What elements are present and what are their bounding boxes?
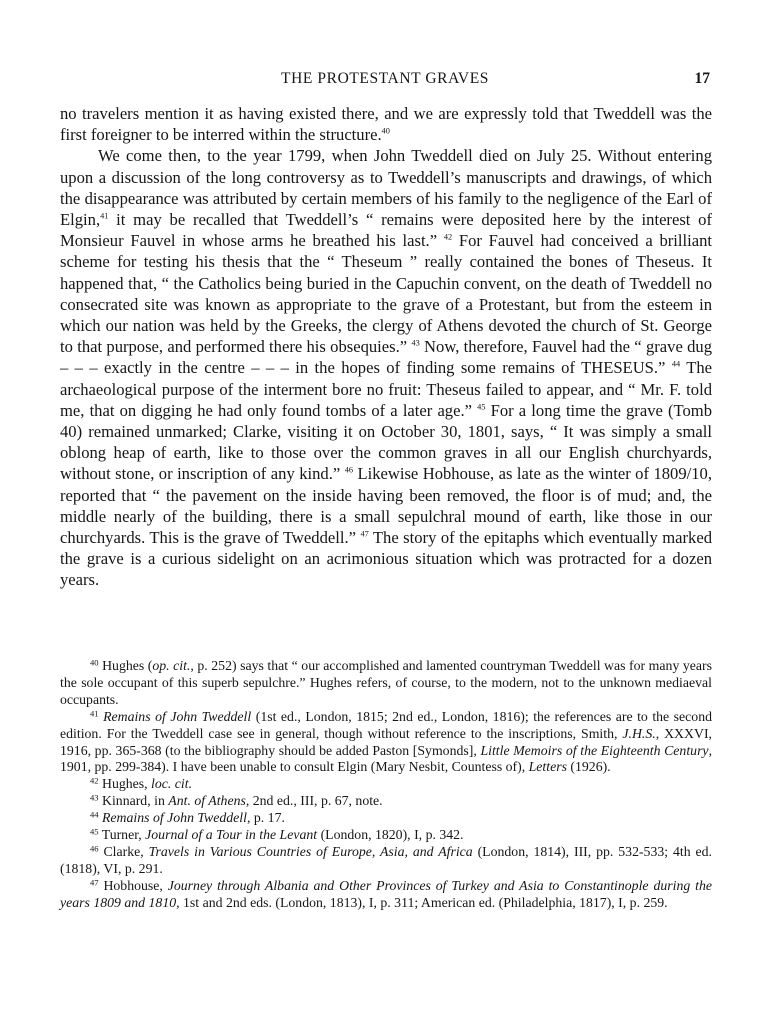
italic-citation: Remains of John Tweddell [102, 810, 247, 826]
footnote-ref-40: 40 [381, 126, 390, 136]
footnote-ref-41: 41 [100, 211, 109, 221]
text-run: it may be recalled that Tweddell’s “ remains were deposited here by the interest of Monsieur Fauvel in whose arms he breathed his last.” [60, 210, 712, 251]
page-header [60, 70, 710, 92]
text-run: The story of the epitaphs which eventually marked the grave is a curious sidelight on an acrimonious situation which was protracted for a dozen years. [60, 528, 712, 590]
italic-citation: loc. cit. [151, 776, 193, 792]
text-run: , p. 252) says that “ our accomplished and lamented countryman Tweddell was for many years the sole occupant of this superb sepulchre.” Hughes refers, of course, to the modern, not to the unknown mediaeval occupants. [60, 658, 712, 707]
footnote-45 [60, 827, 712, 844]
footnote-40 [60, 658, 712, 709]
text-run: Kinnard, in [98, 793, 169, 809]
italic-citation: Travels in Various Countries of Europe, Asia, and Africa [148, 843, 473, 859]
body-text [60, 103, 712, 591]
text-run: , p. 17. [246, 810, 285, 826]
footnote-47 [60, 878, 712, 912]
footnote-number: 44 [90, 809, 99, 820]
footnote-43 [60, 793, 712, 810]
text-run: Now, therefore, Fauvel had the “ grave dug – – – exactly in the centre – – – in the hopes of finding some remains of THESEUS.” [60, 337, 712, 378]
footnote-ref-43: 43 [411, 338, 420, 348]
page-number: 17 [694, 70, 710, 87]
footnote-number: 43 [90, 792, 99, 803]
text-run: , 1st and 2nd eds. (London, 1813), I, p. 311; American ed. (Philadelphia, 1817), I, p. 259. [176, 894, 668, 910]
text-run: Likewise Hobhouse, as late as the winter of 1809/10, reported that “ the pavement on the inside having been removed, the floor is of mud; and, the middle nearly of the building, there is a small sepulchral mound of earth, like those in our churchyards. This is the grave of Tweddell.” [60, 464, 712, 548]
italic-citation: Journal of a Tour in the Levant [145, 827, 318, 843]
footnote-44 [60, 810, 712, 827]
text-run: The archaeological purpose of the interment bore no fruit: Theseus failed to appear, and “ Mr. F. told me, that on digging he had only found tombs of a later age.” [60, 358, 712, 420]
italic-citation: Letters [528, 759, 567, 775]
text-run: Hughes ( [98, 658, 153, 673]
paragraph-1 [60, 103, 712, 145]
footnote-number: 42 [90, 775, 99, 786]
text-run: , XXXVI, 1916, pp. 365-368 (to the bibliography should be added Paston [Symonds], [60, 725, 712, 758]
text-run: Hughes, [98, 776, 152, 792]
footnote-number: 45 [90, 826, 99, 837]
italic-citation: Journey through Albania and Other Provinces of Turkey and Asia to Constantinople during the years 1809 and 1810 [60, 877, 712, 910]
footnote-ref-47: 47 [360, 529, 369, 539]
text-run: no travelers mention it as having existed there, and we are expressly told that Tweddell was the first foreigner to be interred within the structure. [60, 104, 712, 145]
footnote-number: 47 [90, 877, 99, 888]
text-run: Hobhouse, [98, 877, 168, 893]
footnote-ref-45: 45 [477, 402, 486, 412]
text-run: Turner, [98, 827, 146, 843]
footnote-46 [60, 844, 712, 878]
footnotes [60, 658, 712, 912]
text-run: (London, 1814), III, pp. 532-533; 4th ed. (1818), VI, p. 291. [60, 843, 712, 876]
running-head: THE PROTESTANT GRAVES [281, 70, 489, 87]
italic-citation: Ant. of Athens [168, 793, 246, 809]
footnote-42 [60, 776, 712, 793]
footnote-ref-42: 42 [443, 232, 453, 242]
footnote-ref-44: 44 [671, 359, 681, 369]
footnote-41 [60, 709, 712, 777]
italic-citation: J.H.S. [622, 725, 656, 741]
text-run: (1st ed., London, 1815; 2nd ed., London, 1816); the references are to the second edition. For the Tweddell case see in general, though without reference to the inscriptions, Smith, [60, 708, 712, 741]
text-run: (London, 1820), I, p. 342. [317, 827, 464, 843]
italic-citation: op. cit. [152, 658, 191, 673]
text-run: , 1901, pp. 299-384). I have been unable to consult Elgin (Mary Nesbit, Countess of), [60, 742, 713, 775]
text-run: Clarke, [98, 843, 149, 859]
text-run: (1926). [566, 759, 611, 775]
paragraph-2 [60, 145, 712, 590]
text-run: For Fauvel had conceived a brilliant scheme for testing his thesis that the “ Theseum ” really contained the bones of Theseus. It happened that, “ the Catholics being buried in the Capuchin convent, on the death of Tweddell no consecrated site was known as appropriate to the grave of a Protestant, but from the esteem in which our nation was held by the Greeks, the clergy of Athens devoted the church of St. George to that purpose, and performed there his obsequies.” [60, 231, 712, 357]
footnote-number: 46 [90, 843, 99, 854]
footnote-ref-46: 46 [344, 465, 353, 475]
text-run: , 2nd ed., III, p. 67, note. [245, 793, 383, 809]
text-run: We come then, to the year 1799, when John Tweddell died on July 25. Without entering upon a discussion of the long controversy as to Tweddell’s manuscripts and drawings, of which the disappearance was attributed by certain members of his family to the negligence of the Earl of Elgin, [60, 146, 712, 230]
italic-citation: Little Memoirs of the Eighteenth Century [480, 742, 709, 758]
footnote-number: 40 [90, 657, 99, 668]
footnote-number: 41 [90, 708, 99, 719]
italic-citation: Remains of John Tweddell [103, 708, 252, 724]
text-run: For a long time the grave (Tomb 40) remained unmarked; Clarke, visiting it on October 30, 1801, says, “ It was simply a small oblong heap of earth, like to those over the common graves in all our English churchyards, without stone, or inscription of any kind.” [60, 400, 713, 484]
